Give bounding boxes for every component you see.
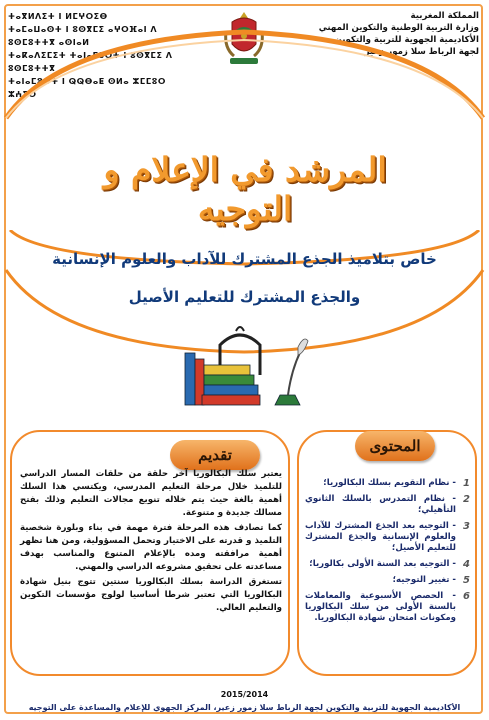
list-item (305, 575, 470, 586)
list-item (305, 591, 470, 624)
list-item-text: - التوجيه بعد الجذع المشترك للآداب والعلوم الإنسانية والجذع المشترك للتعليم الأصيل؛ (305, 521, 456, 553)
intro-text (20, 468, 282, 617)
header-arabic-line: لجهة الرباط سلا زمور زعير (364, 47, 479, 57)
header-tifinagh-line: ⵜⴰⵏⴰⵎⵓⵔⵜ ⵏ ⵕⵕⴱⴰⵟ ⵙⵍⴰ ⵣⵎⵎⵓⵔ ⵣⵄⵉⵔ (8, 77, 166, 99)
list-item (305, 494, 470, 516)
header-tifinagh-line: ⵜⴰⴽⴰⴷⵉⵎⵉⵜ ⵜⴰⵏⴰⵎⵓⵔⵜ ⵏ ⵓⵙⴳⵎⵉ ⴷ ⵓⵙⵎⵓⵜⵜⴳ (8, 51, 173, 73)
subtitle-line-2: والجذع المشترك للتعليم الأصيل (128, 288, 361, 306)
list-item-number: 2 (463, 494, 470, 505)
contents-list (305, 478, 470, 629)
intro-heading: تقديم (170, 440, 260, 470)
list-item-number: 4 (463, 559, 470, 570)
header-tifinagh-line: ⵜⴰⵎⴰⵡⴰⵙⵜ ⵏ ⵓⵙⴳⵎⵉ ⴰⵖⵔⴼⴰⵏ ⴷ ⵓⵙⵎⵓⵜⵜⴳ ⴰⵙⵏⴰⵍ (8, 25, 158, 47)
books-inkwell-illustration (180, 325, 310, 415)
list-item-number: 6 (463, 591, 470, 602)
subtitle-line-1: خاص بتلاميذ الجذع المشترك للآداب والعلوم الإنسانية (52, 250, 437, 268)
list-item-text: - نظام التمدرس بالسلك الثانوي التأهيلي؛ (305, 494, 456, 515)
header-arabic-line: وزارة التربية الوطنية والتكوين المهني (318, 23, 479, 33)
list-item (305, 521, 470, 554)
school-year: 2015/2014 (220, 690, 269, 699)
main-title: المرشد في الإعلام و التوجيه (103, 150, 387, 228)
list-item-number: 1 (463, 478, 470, 489)
list-item-text: - تغيير التوجيه؛ (392, 575, 456, 585)
header-arabic-line: المملكة المغربية (410, 11, 479, 21)
footer-text: الأكاديمية الجهوية للتربية والتكوين لجهة الرباط سلا زمور زعير، المركز الجهوي للإعلام والمساعدة على التوجيه (28, 703, 461, 712)
intro-paragraph: كما تصادف هذه المرحلة فترة مهمة في بناء وبلورة شخصية التلميذ و قدرته على الاختيار وتحمل المسؤولية، ومن هنا تظهر أهمية مرافقته ومده بالإعلام المتنوع والمناسب بهدف مساعدته على تحقيق مشروعه الدراسي والمهني. (20, 523, 282, 572)
list-item-text: - التوجيه بعد السنة الأولى بكالوريا؛ (309, 559, 456, 569)
list-item-number: 3 (463, 521, 470, 532)
header-arabic-line: الأكاديمية الجهوية للتربية والتكوين (334, 35, 479, 45)
list-item-text: - نظام التقويم بسلك البكالوريا؛ (323, 478, 456, 488)
intro-paragraph: يعتبر سلك البكالوريا آخر حلقة من حلقات المسار الدراسي للتلميذ خلال مرحلة التعليم المدرسي، ويكتسي هذا السلك أهمية بالغة حيث يتم خلاله تنويع مجالات التعليم وذلك بفتح مسالك جديدة و متنوعة. (20, 469, 282, 518)
list-item-text: - الحصص الأسبوعية والمعاملات بالسنة الأولى من سلك البكالوريا ومكونات امتحان شهادة البكالوريا. (305, 591, 456, 623)
list-item (305, 478, 470, 489)
header-tifinagh-line: ⵜⴰⴳⵍⴷⵉⵜ ⵏ ⵍⵎⵖⵔⵉⴱ (8, 12, 108, 21)
contents-heading: المحتوى (355, 431, 435, 461)
intro-paragraph: تستغرق الدراسة بسلك البكالوريا سنتين تتوج بنيل شهادة البكالوريا التي تعتبر شرطا أساسيا لولوج مؤسسات التكوين والتعليم العالي. (20, 577, 282, 613)
list-item-number: 5 (463, 575, 470, 586)
list-item (305, 559, 470, 570)
